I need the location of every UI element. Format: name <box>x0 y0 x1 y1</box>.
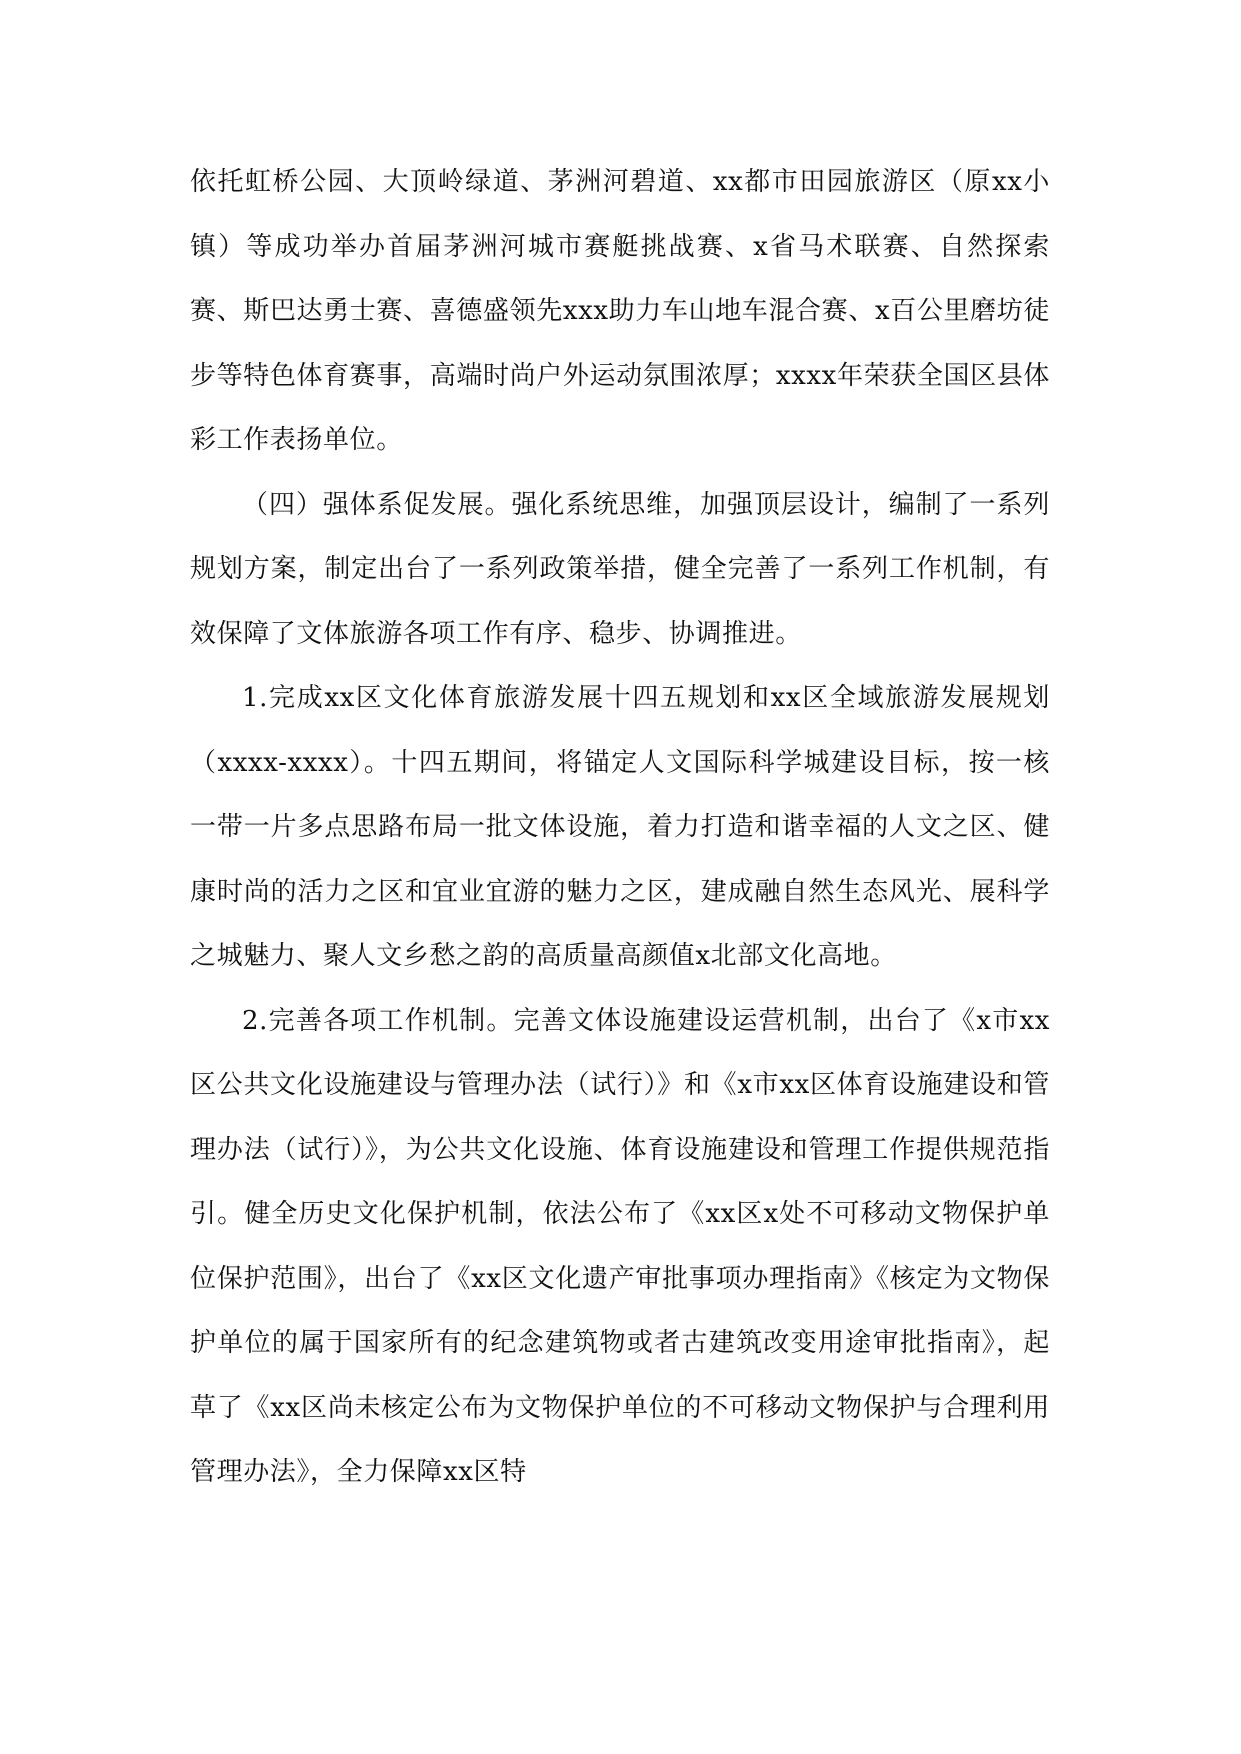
paragraph-item-one: 1.完成xx区文化体育旅游发展十四五规划和xx区全域旅游发展规划（xxxx-xxxx）。十四五期间，将锚定人文国际科学城建设目标，按一核一带一片多点思路布局一批文体设施，着力打造和谐幸福的人文之区、健康时尚的活力之区和宜业宜游的魅力之区，建成融自然生态风光、展科学之城魅力、聚人文乡愁之韵的高质量高颜值x北部文化高地。 <box>190 683 1050 971</box>
paragraph-item-two: 2.完善各项工作机制。完善文体设施建设运营机制，出台了《x市xx区公共文化设施建设与管理办法（试行）》和《x市xx区体育设施建设和管理办法（试行）》，为公共文化设施、体育设施建设和管理工作提供规范指引。健全历史文化保护机制，依法公布了《xx区x处不可移动文物保护单位保护范围》，出台了《xx区文化遗产审批事项办理指南》《核定为文物保护单位的属于国家所有的纪念建筑物或者古建筑改变用途审批指南》，起草了《xx区尚未核定公布为文物保护单位的不可移动文物保护与合理利用管理办法》，全力保障xx区特 <box>190 1005 1050 1487</box>
document-page <box>190 150 1050 1505</box>
paragraph-continued: 依托虹桥公园、大顶岭绿道、茅洲河碧道、xx都市田园旅游区（原xx小镇）等成功举办首届茅洲河城市赛艇挑战赛、x省马术联赛、自然探索赛、斯巴达勇士赛、喜德盛领先xxx助力车山地车混合赛、x百公里磨坊徒步等特色体育赛事，高端时尚户外运动氛围浓厚；xxxx年荣获全国区县体彩工作表扬单位。 <box>190 167 1050 455</box>
paragraph-section-four: （四）强体系促发展。强化系统思维，加强顶层设计，编制了一系列规划方案，制定出台了一系列政策举措，健全完善了一系列工作机制，有效保障了文体旅游各项工作有序、稳步、协调推进。 <box>190 489 1050 649</box>
